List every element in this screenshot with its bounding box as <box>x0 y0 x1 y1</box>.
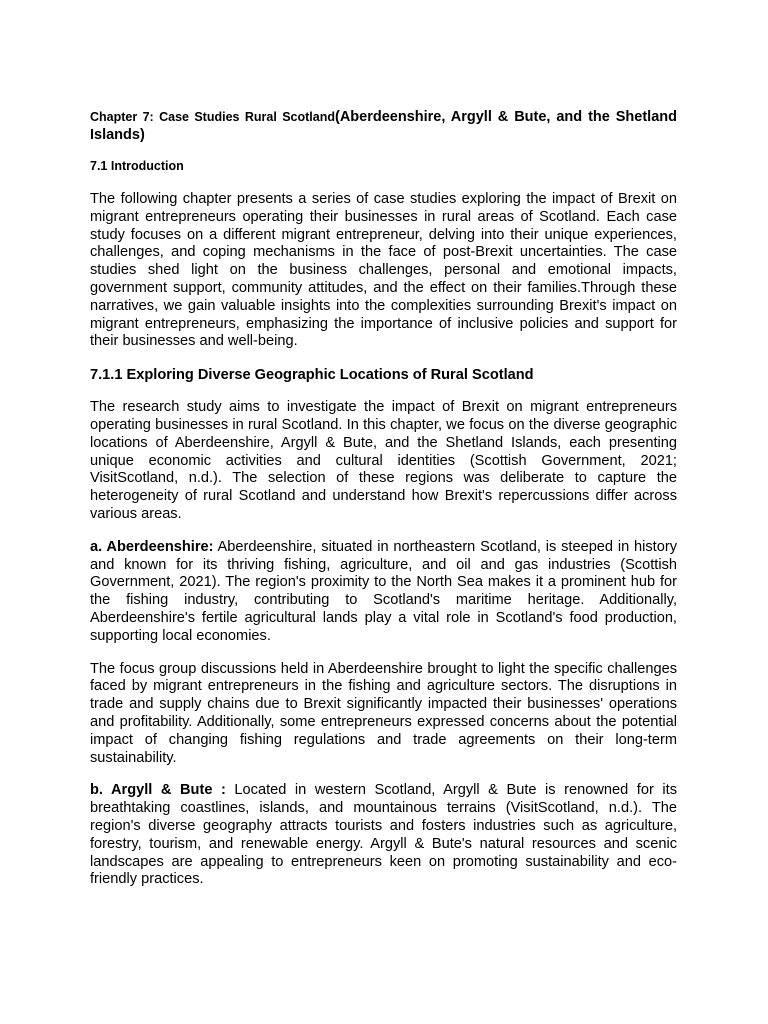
introduction-paragraph: The following chapter presents a series of case studies exploring the impact of Brexit on migrant entrepreneurs operating their businesses in rural areas of Scotland. Each case study focuses on a different migrant entrepreneur, delving into their unique experiences, challenges, and coping mechanisms in the face of post-Brexit uncertainties. The case studies shed light on the business challenges, personal and emotional impacts, government support, community attitudes, and the effect on their families.Through these narratives, we gain valuable insights into the complexities surrounding Brexit's impact on migrant entrepreneurs, emphasizing the importance of inclusive policies and support for their businesses and well-being. <box>90 191 677 350</box>
argyll-bute-paragraph <box>90 782 677 889</box>
aberdeenshire-lead: a. Aberdeenshire: <box>90 538 214 555</box>
chapter-title <box>90 108 677 144</box>
aberdeenshire-text: Aberdeenshire, situated in northeastern Scotland, is steeped in history and known for its thriving fishing, agriculture, and oil and gas industries (Scottish Government, 2021). The region's proximity to the North Sea makes it a prominent hub for the fishing industry, contributing to Scotland's maritime heritage. Additionally, Aberdeenshire's fertile agricultural lands play a vital role in Scotland's food production, supporting local economies. <box>90 538 677 644</box>
argyll-bute-lead: b. Argyll & Bute : <box>90 782 226 799</box>
document-page <box>90 108 677 904</box>
aberdeenshire-focus-group-paragraph: The focus group discussions held in Aberdeenshire brought to light the specific challenges faced by migrant entrepreneurs in the fishing and agriculture sectors. The disruptions in trade and supply chains due to Brexit significantly impacted their businesses' operations and profitability. Additionally, some entrepreneurs expressed concerns about the potential impact of changing fishing regulations and trade agreements on their long-term sustainability. <box>90 660 677 766</box>
geographic-locations-paragraph: The research study aims to investigate the impact of Brexit on migrant entrepreneurs operating businesses in rural Scotland. In this chapter, we focus on the diverse geographic locations of Aberdeenshire, Argyll & Bute, and the Shetland Islands, each presenting unique economic activities and cultural identities (Scottish Government, 2021; VisitScotland, n.d.). The selection of these regions was deliberate to capture the heterogeneity of rural Scotland and understand how Brexit's repercussions differ across various areas. <box>90 399 677 522</box>
section-heading-geographic-locations: 7.1.1 Exploring Diverse Geographic Locations of Rural Scotland <box>90 367 534 384</box>
chapter-title-regions: (Aberdeenshire, Argyll & Bute, and the Shetland Islands) <box>90 109 677 143</box>
chapter-title-main: Chapter 7: Case Studies Rural Scotland <box>90 110 335 124</box>
section-heading-introduction: 7.1 Introduction <box>90 159 184 173</box>
argyll-bute-text: Located in western Scotland, Argyll & Bute is renowned for its breathtaking coastlines, islands, and mountainous terrains (VisitScotland, n.d.). The region's diverse geography attracts tourists and fosters industries such as agriculture, forestry, tourism, and renewable energy. Argyll & Bute's natural resources and scenic landscapes are appealing to entrepreneurs keen on promoting sustainability and eco-friendly practices. <box>90 782 677 888</box>
aberdeenshire-paragraph <box>90 539 677 646</box>
